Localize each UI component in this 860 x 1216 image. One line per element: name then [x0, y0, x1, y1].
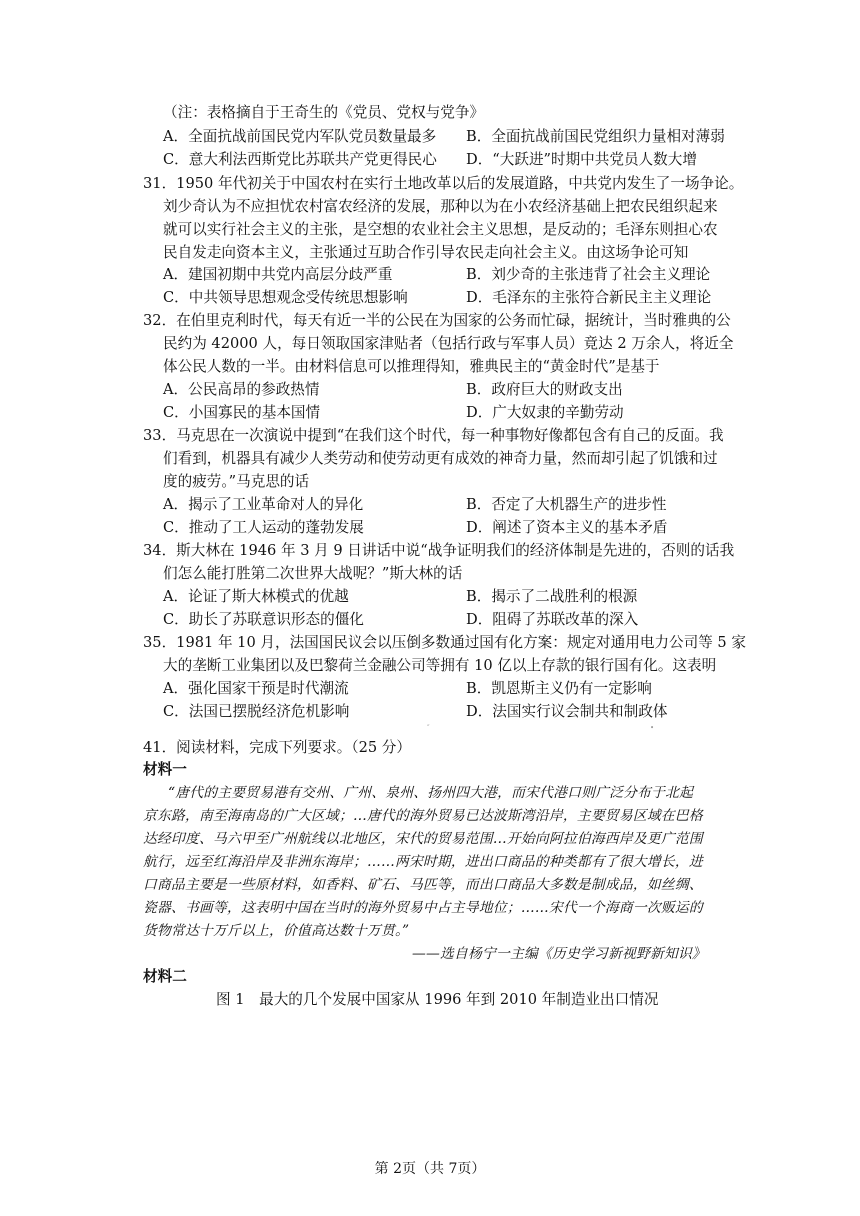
q35-option-a: A．强化国家干预是时代潮流	[163, 680, 349, 697]
material-one-line: 达经印度、马六甲至广州航线以北地区，宋代的贸易范围…开始向阿拉伯海西岸及更广范围	[143, 831, 703, 847]
q31-stem-line: 刘少奇认为不应担忧农村富农经济的发展，那种以为在小农经济基础上把农民组织起来	[163, 198, 718, 215]
q30-option-c: C．意大利法西斯党比苏联共产党更得民心	[163, 151, 437, 168]
q34-stem-line: 34．斯大林在 1946 年 3 月 9 日讲话中说“战争证明我们的经济体制是先进的，否则的话我	[143, 542, 735, 559]
q30-option-b: B．全面抗战前国民党组织力量相对薄弱	[466, 128, 725, 145]
q35-option-b: B．凯恩斯主义仍有一定影响	[466, 680, 652, 697]
material-one-line: “唐代的主要贸易港有交州、广州、泉州、扬州四大港，而宋代港口则广泛分布于北起	[168, 785, 694, 801]
q31-option-b: B．刘少奇的主张违背了社会主义理论	[466, 266, 711, 283]
q34-option-a: A．论证了斯大林模式的优越	[163, 588, 349, 605]
q32-stem-line: 民约为 42000 人，每日领取国家津贴者（包括行政与军事人员）竟达 2 万余人，将近全	[163, 335, 734, 352]
q34-option-b: B．揭示了二战胜利的根源	[466, 588, 638, 605]
q32-option-c: C．小国寡民的基本国情	[163, 404, 321, 421]
q34-option-c: C．助长了苏联意识形态的僵化	[163, 611, 364, 628]
q32-option-d: D．广大奴隶的辛勤劳动	[466, 404, 624, 421]
q35-stem-line: 大的垄断工业集团以及巴黎荷兰金融公司等拥有 10 亿以上存款的银行国有化。这表明	[163, 657, 717, 674]
scan-mark: ″	[427, 724, 430, 732]
q33-option-d: D．阐述了资本主义的基本矛盾	[466, 519, 668, 536]
q31-option-d: D．毛泽东的主张符合新民主主义理论	[466, 289, 712, 306]
q34-stem-line: 们怎么能打胜第二次世界大战呢？”斯大林的话	[163, 565, 463, 582]
q41-title: 41．阅读材料，完成下列要求。（25 分）	[143, 739, 411, 756]
q31-option-a: A．建国初期中共党内高层分歧严重	[163, 266, 393, 283]
table-note: （注：表格摘自于王奇生的《党员、党权与党争》	[163, 104, 485, 121]
q31-stem-line: 31．1950 年代初关于中国农村在实行土地改革以后的发展道路，中共党内发生了一场争论。	[143, 175, 744, 192]
q31-stem-line: 民自发走向资本主义，主张通过互助合作引导农民走向社会主义。由这场争论可知	[163, 244, 689, 261]
q33-stem-line: 33．马克思在一次演说中提到“在我们这个时代，每一种事物好像都包含有自己的反面。我	[143, 427, 724, 444]
q30-option-a: A．全面抗战前国民党内军队党员数量最多	[163, 128, 437, 145]
scan-mark: •	[650, 724, 655, 732]
q33-option-c: C．推动了工人运动的蓬勃发展	[163, 519, 364, 536]
q33-option-b: B．否定了大机器生产的进步性	[466, 496, 667, 513]
q31-stem-line: 就可以实行社会主义的主张，是空想的农业社会主义思想，是反动的；毛泽东则担心农	[163, 221, 718, 238]
q34-option-d: D．阻碍了苏联改革的深入	[466, 611, 639, 628]
q33-option-a: A．揭示了工业革命对人的异化	[163, 496, 364, 513]
material-one-label: 材料一	[143, 761, 187, 778]
q32-stem-line: 32．在伯里克利时代，每天有近一半的公民在为国家的公务而忙碌，据统计，当时雅典的公	[143, 312, 731, 329]
figure-caption: 图 1 最大的几个发展中国家从 1996 年到 2010 年制造业出口情况	[216, 991, 659, 1008]
q35-option-d: D．法国实行议会制共和制政体	[466, 703, 668, 720]
q30-option-d: D．“大跃进”时期中共党员人数大增	[466, 151, 697, 168]
material-one-line: 货物常达十万斤以上，价值高达数十万贯。”	[143, 923, 410, 939]
material-one-source: ——选自杨宁一主编《历史学习新视野新知识》	[412, 946, 706, 962]
q32-stem-line: 体公民人数的一半。由材料信息可以推理得知，雅典民主的“黄金时代”是基于	[163, 358, 660, 375]
q33-stem-line: 们看到，机器具有减少人类劳动和使劳动更有成效的神奇力量，然而却引起了饥饿和过	[163, 450, 718, 467]
q31-option-c: C．中共领导思想观念受传统思想影响	[163, 289, 408, 306]
q32-option-a: A．公民高昂的参政热情	[163, 381, 320, 398]
material-one-line: 瓷器、书画等，这表明中国在当时的海外贸易中占主导地位；……宋代一个海商一次贩运的	[143, 900, 703, 916]
q33-stem-line: 度的疲劳。”马克思的话	[163, 473, 310, 490]
q32-option-b: B．政府巨大的财政支出	[466, 381, 623, 398]
material-one-line: 京东路，南至海南岛的广大区域；…唐代的海外贸易已达波斯湾沿岸，主要贸易区域在巴格	[143, 808, 703, 824]
material-one-line: 航行，远至红海沿岸及非洲东海岸；……两宋时期，进出口商品的种类都有了很大增长，进	[143, 854, 703, 870]
material-one-line: 口商品主要是一些原材料，如香料、矿石、马匹等，而出口商品大多数是制成品，如丝绸、	[143, 877, 703, 893]
q35-option-c: C．法国已摆脱经济危机影响	[163, 703, 350, 720]
material-two-label: 材料二	[143, 968, 187, 985]
q35-stem-line: 35．1981 年 10 月，法国国民议会以压倒多数通过国有化方案：规定对通用电力公司等 5 家	[143, 634, 746, 651]
page-footer: 第 2页（共 7页）	[374, 1161, 486, 1177]
